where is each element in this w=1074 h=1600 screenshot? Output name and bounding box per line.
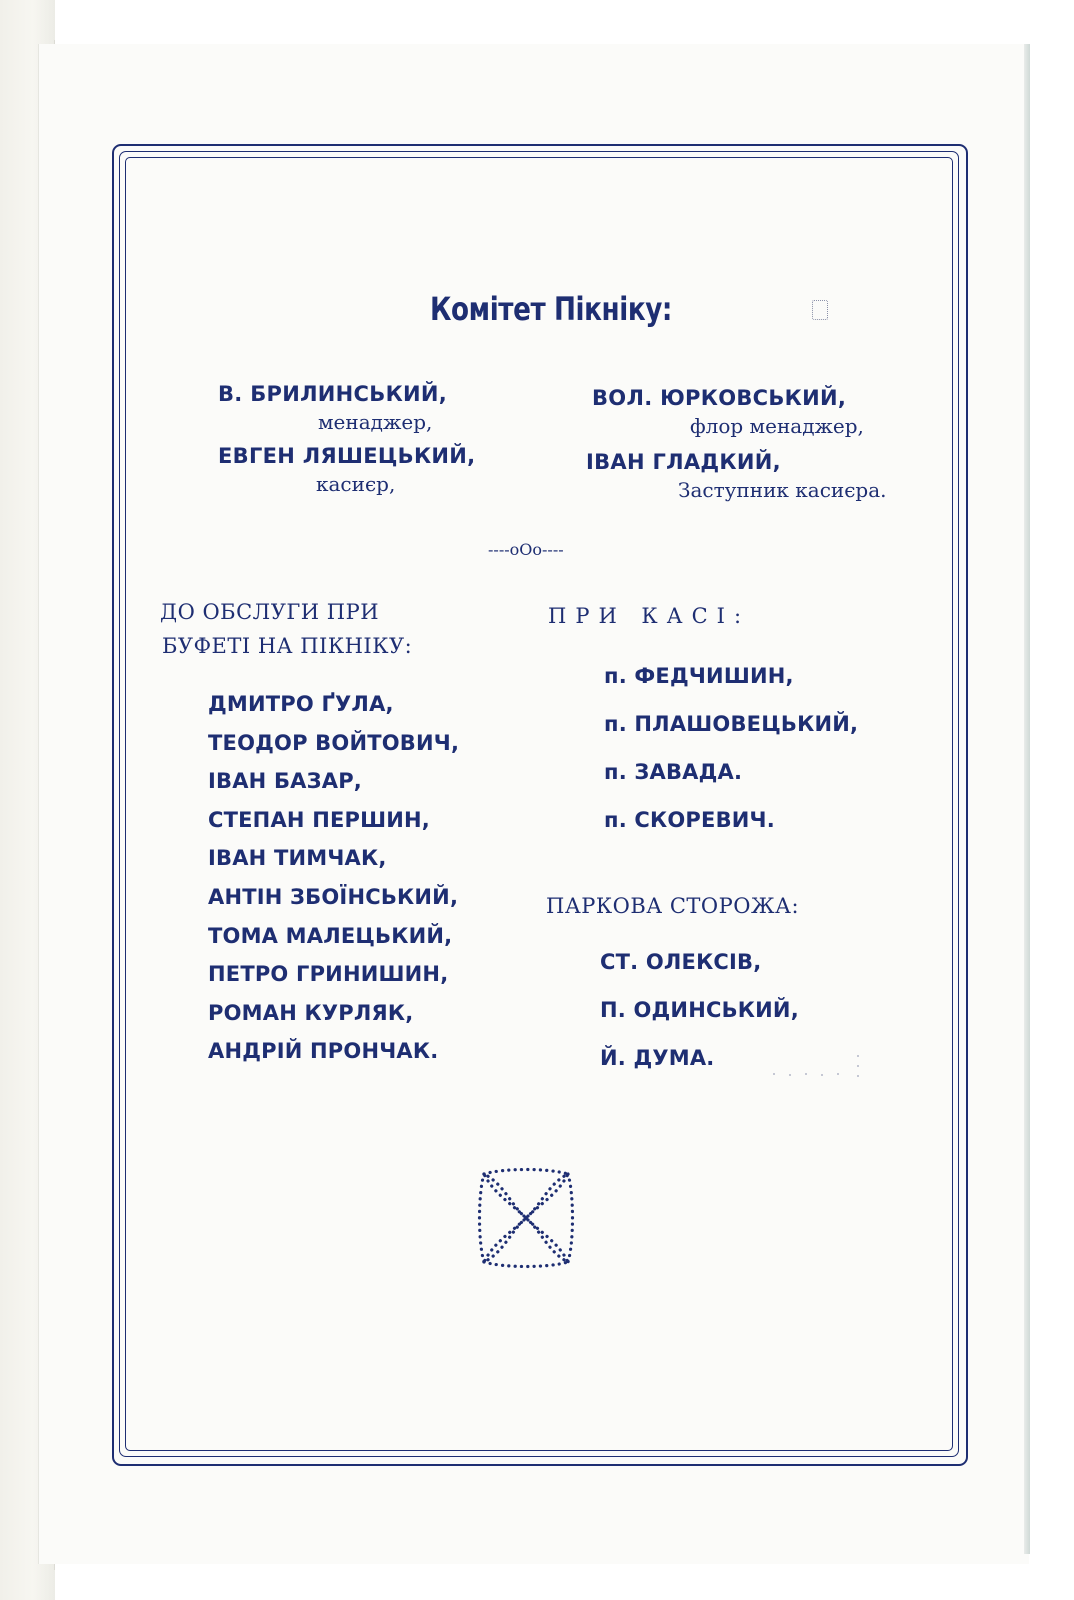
dotted-quatrefoil-ornament bbox=[474, 1164, 578, 1272]
list-item: АНТІН ЗБОЇНСЬКИЙ, bbox=[208, 884, 459, 909]
list-item: СТ. ОЛЕКСІВ, bbox=[600, 950, 762, 974]
list-item: АНДРІЙ ПРОНЧАК. bbox=[208, 1039, 439, 1064]
list-item: СТЕПАН ПЕРШИН, bbox=[208, 807, 430, 832]
buffet-heading-line2: БУФЕТІ НА ПІКНІКУ: bbox=[162, 634, 413, 658]
list-item: ТОМА МАЛЕЦЬКИЙ, bbox=[208, 923, 453, 948]
list-item: ДМИТРО ҐУЛА, bbox=[208, 692, 394, 716]
committee-title: Комітет Пікніку: bbox=[430, 290, 673, 328]
committee-member-name: ЕВГЕН ЛЯШЕЦЬКИЙ, bbox=[218, 444, 476, 468]
list-item: п. ПЛАШОВЕЦЬКИЙ, bbox=[604, 712, 859, 736]
park-guard-heading: ПАРКОВА СТОРОЖА: bbox=[546, 894, 800, 918]
list-item: ТЕОДОР ВОЙТОВИЧ, bbox=[208, 730, 460, 755]
list-item: ІВАН ТИМЧАК, bbox=[208, 846, 387, 871]
committee-member-name: ІВАН ГЛАДКИЙ, bbox=[586, 450, 781, 474]
print-speck bbox=[812, 300, 828, 320]
list-item: П. ОДИНСЬКИЙ, bbox=[600, 998, 799, 1022]
page-edge bbox=[1024, 44, 1030, 1554]
list-item: ІВАН БАЗАР, bbox=[208, 769, 362, 794]
list-item: ПЕТРО ГРИНИШИН, bbox=[208, 962, 449, 987]
list-item: РОМАН КУРЛЯК, bbox=[208, 1000, 414, 1025]
committee-member-role: флор менаджер, bbox=[690, 414, 864, 438]
committee-member-role: Заступник касиєра. bbox=[678, 478, 887, 502]
list-item: п. ФЕДЧИШИН, bbox=[604, 664, 794, 688]
print-specks bbox=[770, 1050, 866, 1080]
cashier-heading: ПРИ КАСІ: bbox=[548, 604, 751, 628]
section-separator: ----oOo---- bbox=[488, 540, 564, 559]
buffet-heading-line1: ДО ОБСЛУГИ ПРИ bbox=[160, 600, 380, 624]
cashier-staff-list bbox=[604, 664, 858, 856]
committee-member-role: касиєр, bbox=[316, 472, 396, 496]
committee-member-role: менаджер, bbox=[318, 410, 433, 434]
list-item: Й. ДУМА. bbox=[600, 1046, 715, 1070]
committee-member-name: В. БРИЛИНСЬКИЙ, bbox=[218, 382, 448, 406]
buffet-staff-list bbox=[208, 692, 459, 1078]
list-item: п. СКОРЕВИЧ. bbox=[604, 808, 775, 832]
list-item: п. ЗАВАДА. bbox=[604, 760, 743, 784]
committee-member-name: ВОЛ. ЮРКОВСЬКИЙ, bbox=[592, 386, 847, 410]
